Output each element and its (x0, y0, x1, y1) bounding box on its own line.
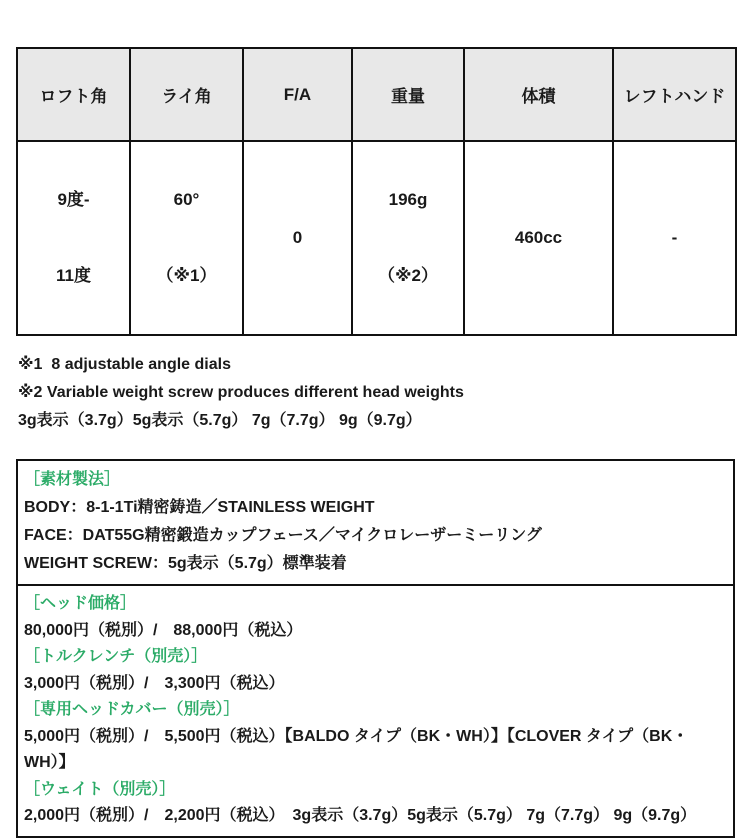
lie-angle-value-line2: （※1） (156, 266, 217, 285)
weight-value-line2: （※2） (378, 266, 438, 285)
header-cell-volume: 体積 (464, 48, 613, 141)
weight-option-price-value: 2,000円（税別）/ 2,200円（税込） 3g表示（3.7g）5g表示（5.7g） 7g（7.7g） 9g（9.7g） (24, 807, 697, 824)
footnote-2: ※2 Variable weight screw produces different head weights (18, 384, 464, 401)
torque-wrench-heading: ［トルクレンチ（別売）］ (24, 648, 208, 665)
price-box (16, 586, 735, 838)
value-cell-left-hand (613, 141, 736, 335)
weight-value-line1: 196g (388, 190, 428, 209)
spec-table-value-row (17, 141, 736, 335)
lie-angle-value-line1: 60° (173, 190, 200, 209)
loft-angle-value-line2: 11度 (56, 266, 91, 285)
footnotes (16, 351, 735, 435)
value-cell-weight (352, 141, 464, 335)
material-weight-screw-line: WEIGHT SCREW：5g表示（5.7g）標準装着 (24, 555, 347, 572)
header-cell-loft-angle: ロフト角 (17, 48, 130, 141)
value-cell-loft-angle (17, 141, 130, 335)
header-cell-weight: 重量 (352, 48, 464, 141)
loft-angle-value-line1: 9度- (57, 190, 90, 209)
left-hand-value: - (671, 228, 678, 247)
header-cell-lie-angle: ライ角 (130, 48, 243, 141)
spec-table-header-row (17, 48, 736, 141)
head-price-value: 80,000円（税別）/ 88,000円（税込） (24, 621, 303, 639)
value-cell-fa (243, 141, 352, 335)
torque-wrench-price-value: 3,000円（税別）/ 3,300円（税込） (24, 674, 285, 692)
material-body-line: BODY：8-1-1Ti精密鋳造／STAINLESS WEIGHT (24, 499, 375, 516)
weight-option-heading: ［ウェイト（別売）］ (24, 780, 176, 798)
header-cell-fa: F/A (243, 48, 352, 141)
head-cover-heading: ［専用ヘッドカバー（別売）］ (24, 701, 240, 718)
footnote-weight-options: 3g表示（3.7g）5g表示（5.7g） 7g（7.7g） 9g（9.7g） (18, 412, 422, 429)
fa-value: 0 (292, 228, 303, 247)
material-method-heading: ［素材製法］ (24, 471, 121, 488)
head-price-heading: ［ヘッド価格］ (24, 595, 137, 612)
spec-table (16, 47, 737, 336)
material-method-box (16, 459, 735, 586)
header-cell-left-hand: レフトハンド (613, 48, 736, 141)
footnote-1: ※1 8 adjustable angle dials (18, 356, 231, 373)
value-cell-lie-angle (130, 141, 243, 335)
material-face-line: FACE：DAT55G精密鍛造カップフェース／マイクロレーザーミーリング (24, 527, 542, 544)
head-cover-price-value: 5,000円（税別）/ 5,500円（税込）【BALDO タイプ（BK・WH）】【CLOVER タイプ（BK・WH）】 (24, 727, 689, 771)
value-cell-volume (464, 141, 613, 335)
volume-value: 460cc (514, 228, 563, 247)
